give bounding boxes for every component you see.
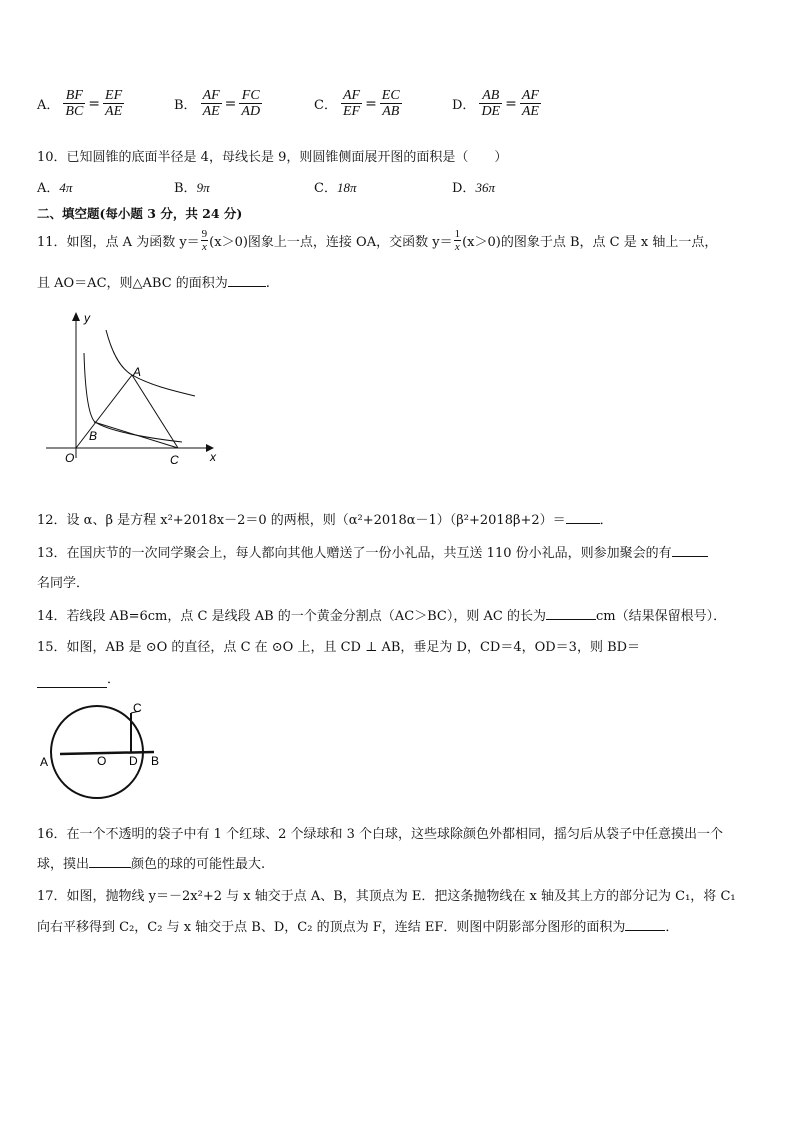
fraction: $\frac{BF}{BC}$ [65,88,84,119]
q15-line1: 15．如图，AB 是 ⊙O 的直径，点 C 在 ⊙O 上，且 CD ⊥ AB，垂足为 D，CD＝4，OD＝3，则 BD＝ [37,640,641,655]
q10-text: 10．已知圆锥的底面半径是 4，母线长是 9，则圆锥侧面展开图的面积是（ ） [37,150,508,165]
point-label-c: C [170,453,179,467]
q17-line1: 17．如图，抛物线 y＝－2x²+2 与 x 轴交于点 A、B，其顶点为 E．把这条抛物线在 x 轴及其上方的部分记为 C₁，将 C₁ [37,889,736,904]
q12-text: 12．设 α、β 是方程 x²+2018x－2＝0 的两根，则（α²+2018α－1）（β²+2018β+2）＝ ． [37,513,613,528]
fraction: $\frac{AF}{AE}$ [202,88,220,119]
q9-option-a[interactable]: A． $\frac{BF}{BC}$ = $\frac{EF}{AE}$ [37,88,123,119]
q13-line2: 名同学． [37,576,90,591]
axis-label-x: x [210,450,216,464]
answer-blank[interactable] [625,930,665,931]
point-label-o: O [65,451,75,465]
q10-option-c[interactable]: C．18π [314,180,357,196]
q10-option-a[interactable]: A．4π [37,180,73,196]
q16-line2: 球，摸出 颜色的球的可能性最大. [37,857,266,872]
q17-line2: 向右平移得到 C₂，C₂ 与 x 轴交于点 B、D，C₂ 的顶点为 F，连结 EF．则图中阴影部分图形的面积为 ． [37,920,679,935]
q14-text: 14．若线段 AB=6cm，点 C 是线段 AB 的一个黄金分割点（AC＞BC），则 AC 的长为 cm（结果保留根号）． [37,609,727,624]
fraction: $\frac{AF}{AE}$ [521,88,539,119]
q9-option-c[interactable]: C． $\frac{AF}{EF}$ = $\frac{EC}{AB}$ [314,88,400,119]
q15-line2: ． [37,668,120,688]
q11-figure [40,308,230,468]
q13-line1: 13．在国庆节的一次同学聚会上，每人都向其他人赠送了一份小礼品，共互送 110 份小礼品，则参加聚会的有 [37,542,708,561]
point-label-c: C [133,701,142,715]
point-label-a: A [133,365,142,379]
q10-option-b[interactable]: B．9π [174,180,210,196]
answer-blank[interactable] [89,867,131,868]
answer-blank[interactable] [37,672,107,688]
point-label-a: A [40,755,49,769]
q10-option-d[interactable]: D．36π [452,180,495,196]
fraction: $\frac{EF}{AE}$ [105,88,123,119]
fraction: $\frac{AF}{EF}$ [342,88,361,119]
answer-blank[interactable] [228,286,266,287]
fraction: $\frac{FC}{AD}$ [241,88,261,119]
point-label-o: O [97,754,107,768]
answer-blank[interactable] [546,619,596,620]
q9-option-d[interactable]: D． $\frac{AB}{DE}$ = $\frac{AF}{AE}$ [452,88,539,119]
point-label-d: D [129,754,138,768]
axis-label-y: y [84,311,90,325]
fraction: $\frac{EC}{AB}$ [381,88,400,119]
q15-figure [36,698,166,806]
section-heading: 二、填空题(每小题 3 分，共 24 分) [37,206,243,221]
answer-blank[interactable] [672,556,708,557]
q11-line1: 11．如图，点 A 为函数 y＝ $\frac{9}{x}$ (x＞0)图象上一点，连接 OA，交函数 y＝ $\frac{1}{x}$ (x＞0)的图象于点 B，点 C 是 x 轴上一点， [37,228,718,253]
point-label-b: B [151,754,160,768]
q9-option-b[interactable]: B． $\frac{AF}{AE}$ = $\frac{FC}{AD}$ [174,88,261,119]
answer-blank[interactable] [566,523,600,524]
fraction: $\frac{AB}{DE}$ [481,88,501,119]
q11-line2: 且 AO＝AC，则△ABC 的面积为 . [37,276,270,291]
fraction: $\frac{9}{x}$ [201,228,208,253]
q16-line1: 16．在一个不透明的袋子中有 1 个红球、2 个绿球和 3 个白球，这些球除颜色外都相同，摇匀后从袋子中任意摸出一个 [37,827,724,842]
fraction: $\frac{1}{x}$ [454,228,461,253]
point-label-b: B [89,429,98,443]
